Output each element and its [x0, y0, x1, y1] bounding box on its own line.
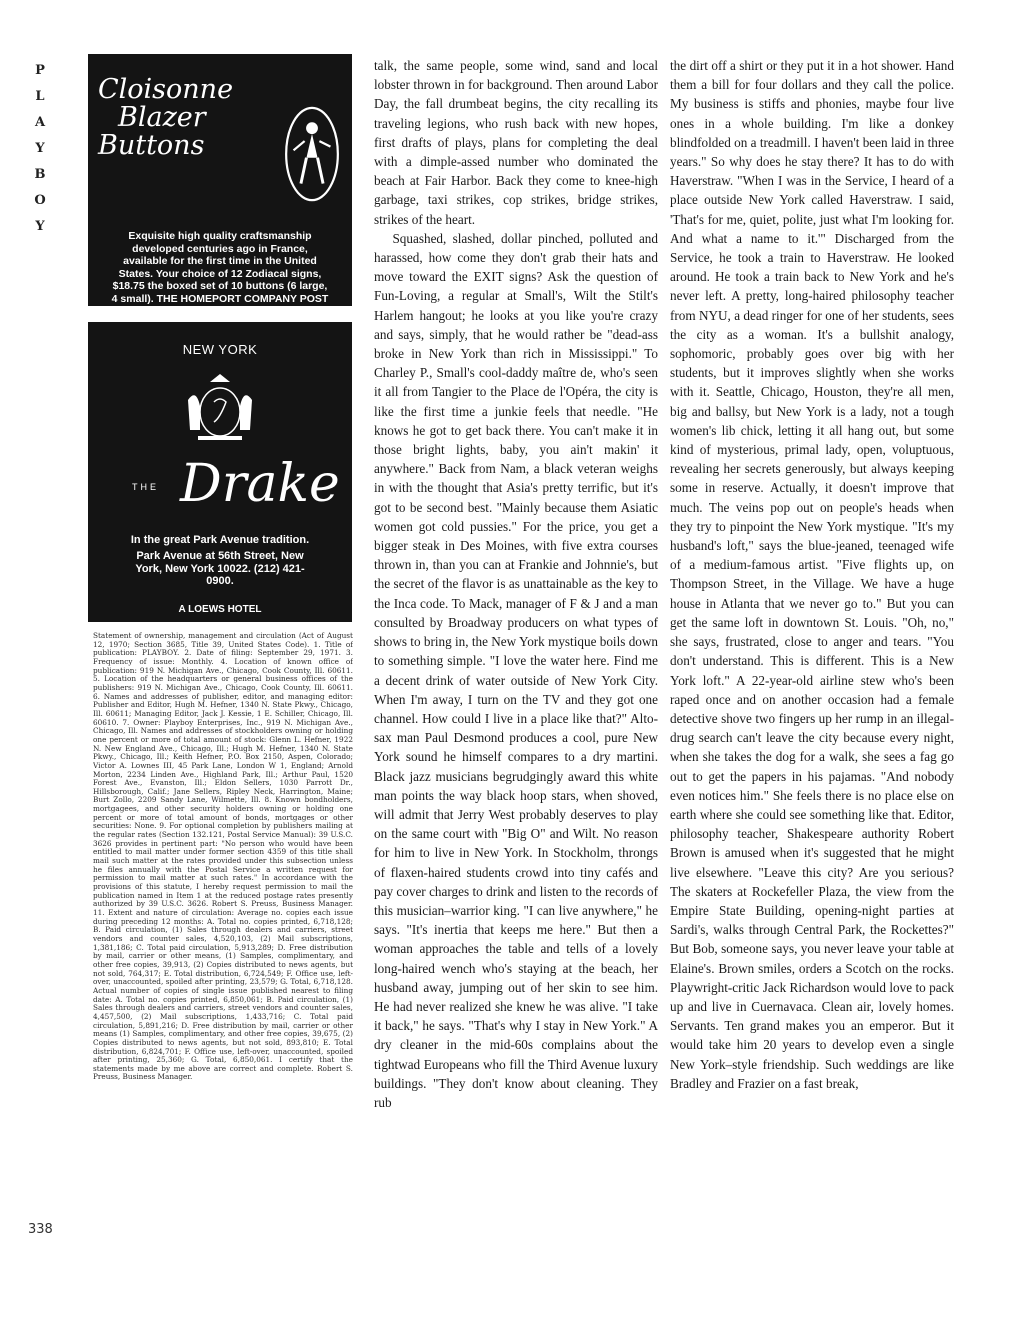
statement-of-ownership: Statement of ownership, management and circulation (Act of August 12, 1970; Section 3685, Title 39, United States Code). 1. Title of publication: PLAYBOY. 2. Date of filing: September 29, 1971. 3. Frequency of issue: Monthly. 4. Location of known office of publication: 919 N. Michigan Ave., Chicago, Cook County, Ill. 60611. 5. Location of the headquarters or general business offices of the publishers: 919 N. Michigan Ave., Chicago, Cook County, Ill. 60611. 6. Names and addresses of publisher, editor, and managing editor: Publisher and Editor, Hugh M. Hefner, 1340 N. State Pkwy., Chicago, Ill. 60611; Managing Editor, Jack J. Kessie, 1 E. Schiller, Chicago, Ill. 60610. 7. Owner: Playboy Enterprises, Inc., 919 N. Michigan Ave., Chicago, Ill. Names and addresses of stockholders owning or holding one percent or more of total amount of stock: Glenn L. Hefner, 1922 N. New England Ave., Chicago, Ill.; Hugh M. Hefner, 1340 N. State Pkwy., Chicago, Ill.; Keith Hefner, P.O. Box 2150, Aspen, Colorado; Victor A. Lownes III, 45 Park Lane, London W 1, England; Arnold Morton, 2234 Linden Ave., Highland Park, Ill.; Arthur Paul, 1520 Forest Ave., Evanston, Ill.; Eldon Sellers, 1030 Parrott Dr., Hillsborough, Calif.; Jane Sellers, Ripley Neck, Harrington, Maine; Burt Zollo, 2209 Sandy Lane, Wilmette, Ill. 8. Known bondholders, mortgagees, and other security holders owning or holding one percent or more of total amount of bonds, mortgages or other securities: None. 9. For optional completion by publishers mailing at the regular rates (Section 132.121, Postal Service Manual): 39 U.S.C. 3626 provides in pertinent part: "No person who would have been entitled to mail matter under former section 4359 of this title shall mail such matter at the rates provided under this subsection unless he files annually with the Postal Service a written request for permission to mail matter at such rates." In accordance with the provisions of this statute, I hereby request permission to mail the publication named in Item 1 at the reduced postage rates presently authorized by 39 U.S.C. 3626. Robert S. Preuss, Business Manager. 11. Extent and nature of circulation: Average no. copies each issue during preceding 12 months: A. Total no. copies printed, 6,718,128; B. Paid circulation, (1) Sales through dealers and carriers, street vendors and counter sales, 4,520,103, (2) Mail subscriptions, 1,381,186; C. Total paid circulation, 5,913,289; D. Free distribution by mail, carrier or other means, (1) Samples, complimentary, and other free copies, 39,913, (2) Copies distributed to news agents, but not sold, 764,317; E. Total distribution, 6,724,549; F. Office use, left-over, unaccounted, spoiled after printing, 23,579; G. Total, 6,718,128. Actual number of copies of single issue published nearest to filing date: A. Total no. copies printed, 6,850,061; B. Paid circulation, (1) Sales through dealers and carriers, street vendors and counter sales, 4,457,500, (2) Mail subscriptions, 1,433,716; C. Total paid circulation, 5,891,216; D. Free distribution by mail, carrier or other means (1) Samples, complimentary, and other free copies, 39,675, (2) Copies distributed to news agents, but not sold, 893,810; E. Total distribution, 6,824,701; F. Office use, left-over, unaccounted, spoiled after printing, 25,360; G. Total, 6,850,061. I certify that the statements made by me above are correct and complete. Robert S. Preuss, Business Manager. — [93, 632, 353, 1082]
article-column-1 — [374, 56, 658, 1112]
brand-letter: L — [35, 89, 45, 104]
ad-script-line: Buttons — [98, 130, 205, 161]
brand-letter: A — [34, 115, 46, 130]
ad-city-label: NEW YORK — [182, 342, 258, 357]
article-paragraph: talk, the same people, some wind, sand and local lobster thrown in for background. Then around Labor Day, the fall drumbeat begins, the city recalling its traveling legions, who rush back with new hopes, first drafts of plays, plans for completing the deal with a dimple-assed number who dominated the beach at Fair Harbor. Back they come to knee-high garbage, taxi strikes, cop strikes, bridge strikes, strikes of the heart. — [374, 58, 658, 227]
brand-letter: O — [34, 193, 46, 208]
ad-address: Park Avenue at 56th Street, New York, New York 10022. (212) 421-0900. — [135, 550, 305, 587]
magazine-name-vertical — [30, 58, 50, 240]
brand-letter: Y — [35, 219, 45, 234]
brand-letter: B — [34, 167, 46, 182]
ad-tagline: In the great Park Avenue tradition. — [130, 534, 310, 546]
zodiac-figure-icon — [284, 106, 340, 202]
drake-script-logo: Drake — [180, 454, 340, 514]
cloisonne-buttons-ad — [88, 54, 352, 317]
ad-script-title — [98, 76, 233, 160]
ad-the-label: THE — [132, 482, 159, 492]
drake-crest-icon — [170, 370, 270, 450]
brand-letter: P — [35, 63, 45, 78]
drake-hotel-ad — [88, 322, 352, 622]
brand-letter: Y — [35, 141, 45, 156]
ad-hotel-chain: A LOEWS HOTEL — [178, 604, 262, 615]
ad-script-line: Cloisonne — [98, 74, 234, 105]
ad-body-text: Exquisite high quality craftsmanship developed centuries ago in France, available for the first time in the United States. Your choice of 12 Zodiacal signs, $18.75 the boxed set of 10 buttons (6 large, 4 small). THE HOMEPORT COMPANY POST OFFICE BOX 1750 ANNAPOLIS, — [111, 230, 329, 317]
ad-script-line: Blazer — [118, 102, 206, 133]
page-number: 338 — [28, 1222, 53, 1237]
article-column-2 — [670, 56, 954, 1093]
article-paragraph: the dirt off a shirt or they put it in a hot shower. Hand them a bill for four dollars and they call the police. My business is stiffs and phonies, maybe four live ones in a whole building. I'm like a donkey blindfolded on a treadmill. I haven't been laid in three years." So why does he stay there? It has to do with Haverstraw. "When I was in the Service, I heard of a place outside New York called Haverstraw. I said, 'That's for me, quiet, polite, just what I'm looking for. And what a name to it.'" Discharged from the Service, he took a train to Haverstraw. He looked around. He took a train back to New York and he's never left. A pretty, long-haired philosophy teacher from NYU, a dead ringer for one of her students, sees the city as a woman. It's a bullshit analogy, sophomoric, probably goes over big with her students, but it improves slightly when she works with it. Seattle, Chicago, Houston, they're all men, big and ballsy, but New York is a lady, not a tough women's lib chick, letting it all hang out, but some kind of mysterious, primal lady, open, voluptuous, revealing her secrets generously, but always keeping some in reserve. Actually, it doesn't improve that much. The veins pop out on people's heads when they try to pinpoint the New York mystique. "It's my husband's loft," says the blue-jeaned, teenaged wife of a medium-famous artist. "Five flights up, on Thompson Street, in the Village. We have a huge house in Atlanta that we never go to." But you can get the same loft in downtown St. Louis. "Oh, no," she says, frustrated, close to anger and tears. "You don't understand. This is different. This is a New York loft." A 22-year-old airline stew who's been raped once and on another occasion had a female detective shove two fingers up her rump in an illegal-drug search can't leave the city because every night, when she takes the dog for a walk, she sees a fag go out to get the papers in his pajamas. "And nobody even notices him." She feels there is no place else on earth where she could see something like that. Editor, philosophy teacher, Shakespeare authority Robert Brown is amused when it's suggested that he might live elsewhere. "Leave this city? Are you serious? The skaters at Rockefeller Plaza, the view from the Empire State Building, opening-night parties at Sardi's, walks through Central Park, the Rockettes?" But Bob, someone says, you never leave your table at Elaine's. Brown smiles, orders a Scotch on the rocks. Playwright-critic Jack Richardson would love to pack up and live in Cuernavaca. Clean air, lovely homes. Servants. Ten grand makes you an emperor. But it would take him 20 years to develop even a single New York–style friendship. Such weddings are like Bradley and Frazier on a fast break, — [670, 58, 954, 1091]
article-paragraph: Squashed, slashed, dollar pinched, polluted and harassed, how come they don't grab their hats and move toward the EXIT signs? Ask the question of Fun-Loving, a regular at Small's, Wilt the Stilt's Harlem hangout; he looks at you like you're crazy and says, simply, that he would rather be "dead-ass broke in New York than rich in Mississippi." To Charley P., Small's cool-daddy maître de, who's seen it all from Tangier to the Place de l'Opéra, the city is like the first time a junkie feels that needle. "He knows he got to get back there. You can't make it in those bright lights, baby, you ain't makin' it anywhere." Back from Nam, a black veteran weighs in with the thought that Asia's pretty terrific, but it's got to be second best. "Mainly because them Asiatic women got cold pussies." For the price, you get a bigger steak in Des Moines, with five extra courses thrown in, than you can at Frankie and Johnnie's, but the secret of the flavor is as unattainable as the key to the Inca code. To Mack, manager of F & J and a man consulted by Broadway producers on what types of shows to bring in, the New York mystique boils down to something simple. "I love the water here. Find me a decent drink of water outside of New York City. When I'm away, I turn on the TV and they got one channel. How could I live in a place like that?" Alto-sax man Paul Desmond produces a cool, pure New York sound he himself compares to a dry martini. Black jazz musicians begrudgingly award this white man points the way black hoop stars, when shoved, will admit that Jerry West probably deserves to play on the same court with "Big O" and Wilt. No reason for him to live in New York. In Stockholm, throngs of flaxen-haired students crowd into tiny cafés and pay cover charges to drink and listen to the records of this musician–warrior king. "I can live anywhere," he says. "It's inertia that keeps me here." But then a woman approaches the table and tells of a lovely long-haired wench who's staying at the beach, her husband away, jumping out of her skin to see him. He had never realized she knew he was alive. "I take it back," he says. "That's why I stay in New York." A dry cleaner in the mid-60s complains about the tightwad Europeans who fill the Third Avenue luxury buildings. "They don't know about cleaning. They rub — [374, 230, 658, 1110]
